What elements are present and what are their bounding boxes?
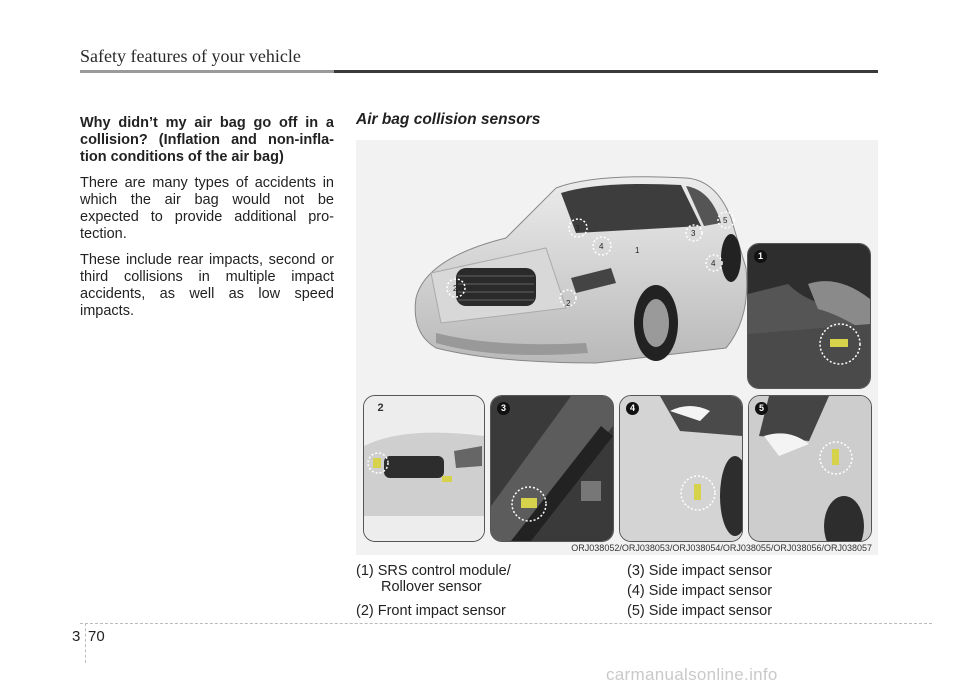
page-number: 70 (88, 628, 105, 645)
car-marker-4b: 4 (711, 259, 716, 268)
question-heading: Why didn’t my air bag go off in a collision? (Inflation and non-infla- tion conditions of the air bag) (80, 115, 334, 165)
legend-item-1: (1) SRS control module/ (356, 563, 511, 579)
header-rule (80, 70, 878, 73)
car-marker-2b: 2 (566, 299, 571, 308)
callout-2: 2 (377, 402, 384, 414)
inset-side-sensor-4 (619, 395, 743, 542)
header-title: Safety features of your vehicle (80, 46, 301, 66)
callout-5: 5 (755, 402, 768, 415)
car-illustration (396, 148, 786, 398)
footer-divider (85, 623, 86, 663)
legend-item-2: (2) Front impact sensor (356, 603, 506, 619)
paragraph-2: These include rear impacts, second or third collisions in multiple impact accidents, as well as low speed impacts. (80, 252, 334, 319)
left-column (80, 115, 334, 329)
sensor-figure (356, 140, 878, 555)
car-marker-3a: 3 (575, 224, 580, 233)
paragraph-1: There are many types of accidents in which the air bag would not be expected to provide additional pro- tection. (80, 175, 334, 242)
watermark: carmanualsonline.info (606, 665, 778, 684)
figure-code-text: ORJ038052/ORJ038053/ORJ038054/ORJ038055/ORJ038056/ORJ038057 (571, 543, 872, 553)
car-marker-5: 5 (723, 216, 728, 225)
callout-1: 1 (754, 250, 767, 263)
car-marker-2a: 2 (453, 284, 458, 293)
legend-col-2 (627, 561, 772, 621)
figure-code (356, 543, 878, 557)
inset-side-sensor-3 (490, 395, 614, 542)
callout-4: 4 (626, 402, 639, 415)
callout-3: 3 (497, 402, 510, 415)
legend-item-5: (5) Side impact sensor (627, 603, 773, 619)
chapter-number: 3 (72, 628, 81, 645)
inset-side-sensor-5 (748, 395, 872, 542)
legend-item-4: (4) Side impact sensor (627, 583, 773, 599)
section-title: Air bag collision sensors (356, 111, 541, 128)
footer-rule (80, 623, 932, 624)
inset-srs-module (747, 243, 871, 389)
legend-item-3: (3) Side impact sensor (627, 563, 773, 579)
car-marker-1: 1 (635, 246, 640, 255)
legend-col-1 (356, 561, 511, 621)
legend-item-1-cont: Rollover sensor (381, 579, 482, 595)
car-marker-3b: 3 (691, 229, 696, 238)
inset-front-sensor (363, 395, 485, 542)
car-marker-4a: 4 (599, 242, 604, 251)
